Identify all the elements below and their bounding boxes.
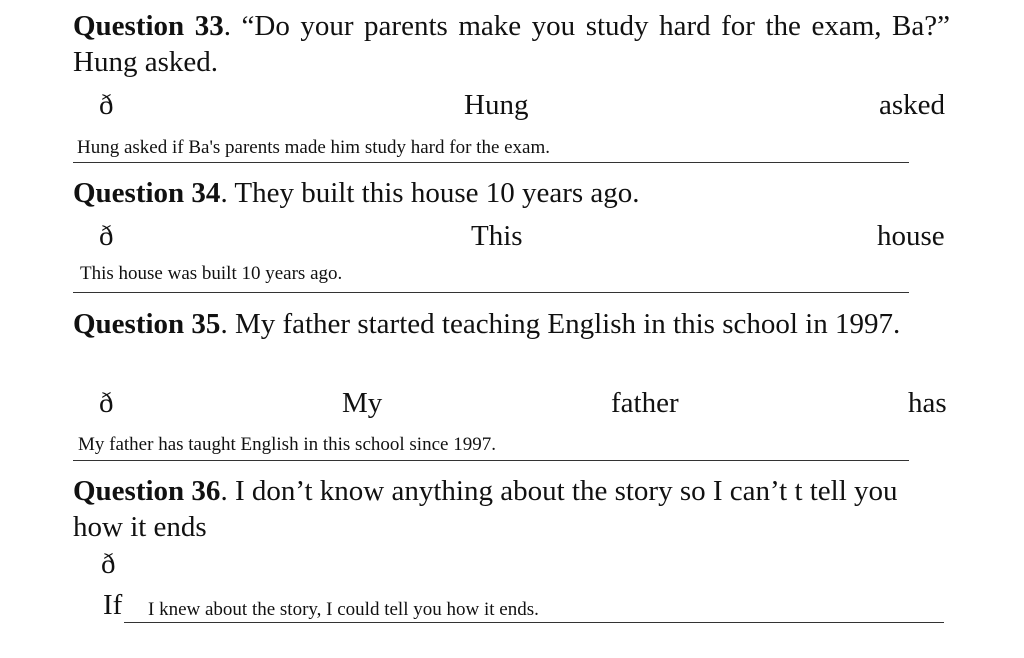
question-33-answer: Hung asked if Ba's parents made him study hard for the exam. (77, 137, 551, 158)
question-35-cue-word: has (908, 387, 947, 419)
question-34-label: Question 34 (73, 177, 221, 209)
question-36-prompt: . I don’t know anything about the story so I can’t t tell you how it ends (73, 475, 898, 543)
question-36-answer: I knew about the story, I could tell you how it ends. (148, 599, 539, 620)
question-34-cue-word: house (877, 220, 945, 252)
question-34-prompt: . They built this house 10 years ago. (220, 177, 640, 209)
answer-line (73, 292, 909, 293)
question-33-prompt: . “Do your parents make you study hard for the exam, Ba?” Hung asked. (73, 10, 951, 78)
question-36-label: Question 36 (73, 475, 221, 507)
question-35-label: Question 35 (73, 308, 221, 340)
question-34-text (73, 175, 950, 211)
arrow-icon: ð (99, 220, 114, 252)
arrow-icon: ð (99, 387, 114, 419)
answer-line (73, 460, 909, 461)
question-33-cue-word: Hung (464, 89, 529, 121)
arrow-icon: ð (99, 89, 114, 121)
arrow-icon: ð (101, 548, 116, 580)
question-36-text (73, 473, 923, 545)
question-36-cue-word: If (103, 589, 123, 621)
question-35-cue-word: father (611, 387, 679, 419)
question-33-label: Question 33 (73, 10, 224, 42)
question-34-answer: This house was built 10 years ago. (80, 263, 343, 284)
question-35-cue-word: My (342, 387, 383, 419)
question-35-prompt: . My father started teaching English in this school in 1997. (220, 308, 901, 340)
question-33-cue-word: asked (879, 89, 946, 121)
question-33-text (73, 8, 950, 80)
question-35-answer: My father has taught English in this school since 1997. (78, 434, 496, 455)
question-34-cue-word: This (471, 220, 523, 252)
question-35-text (73, 306, 950, 342)
answer-line (73, 162, 909, 163)
answer-line (124, 622, 944, 623)
